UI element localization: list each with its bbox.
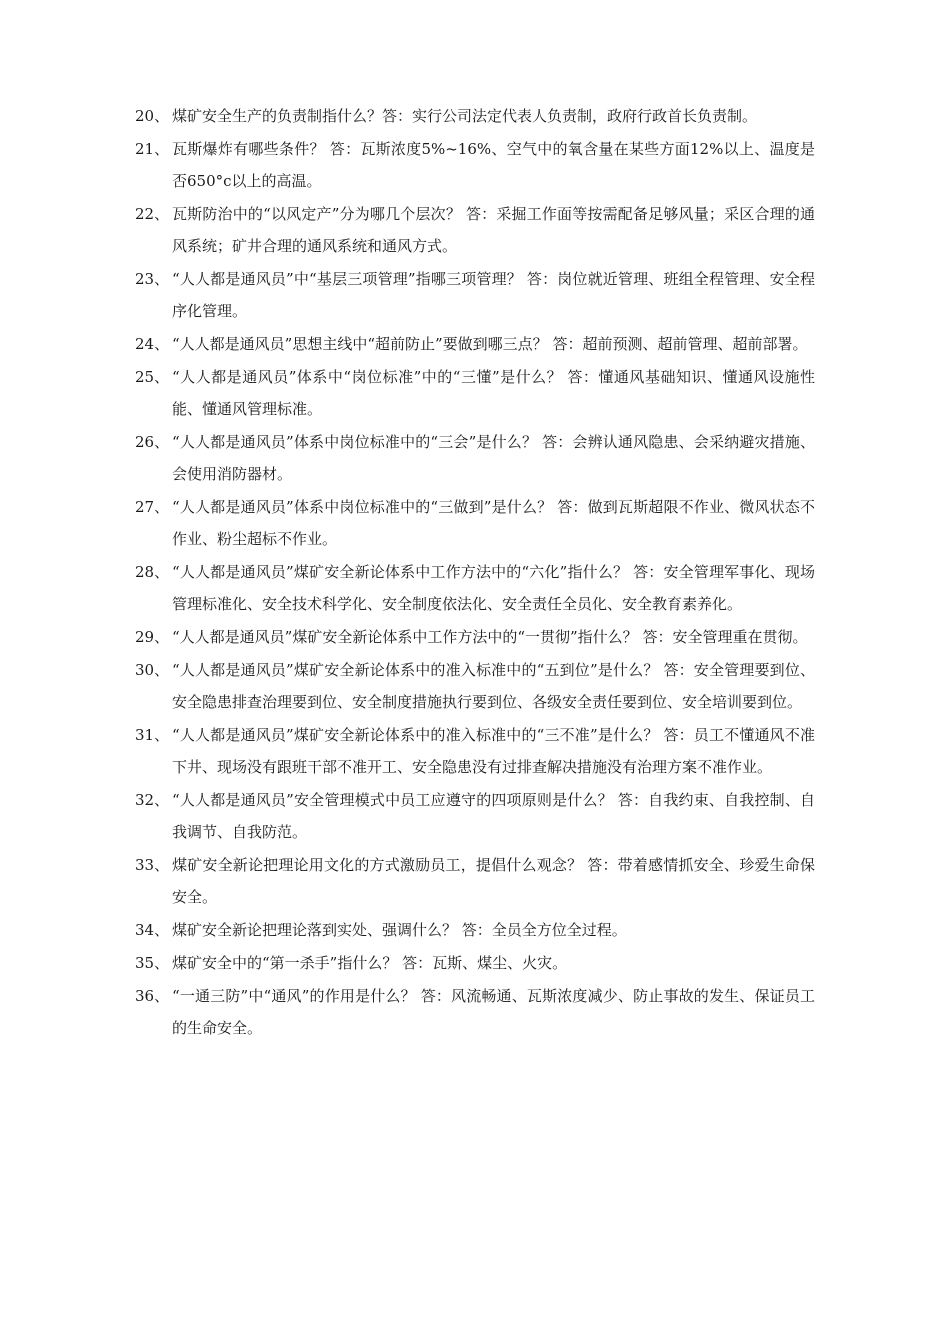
item-text: “人人都是通风员”中“基层三项管理”指哪三项管理？ 答：岗位就近管理、班组全程管理、安全程序化管理。 — [172, 270, 815, 320]
qa-item-23 — [135, 263, 815, 327]
item-text: “人人都是通风员”煤矿安全新论体系中工作方法中的“一贯彻”指什么？ 答：安全管理重在贯彻。 — [172, 628, 808, 646]
item-text: 瓦斯防治中的“以风定产”分为哪几个层次？ 答：采掘工作面等按需配备足够风量；采区合理的通风系统；矿井合理的通风系统和通风方式。 — [172, 205, 815, 255]
item-number: 27、 — [135, 498, 170, 516]
item-number: 32、 — [135, 791, 170, 809]
item-text: “人人都是通风员”煤矿安全新论体系中的准入标准中的“五到位”是什么？ 答：安全管理要到位、安全隐患排查治理要到位、安全制度措施执行要到位、各级安全责任要到位、安全培训要到位。 — [172, 661, 815, 711]
item-text: 煤矿安全中的“第一杀手”指什么？ 答：瓦斯、煤尘、火灾。 — [172, 954, 568, 972]
item-number: 26、 — [135, 433, 170, 451]
item-number: 22、 — [135, 205, 170, 223]
item-text: “人人都是通风员”煤矿安全新论体系中工作方法中的“六化”指什么？ 答：安全管理军事化、现场管理标准化、安全技术科学化、安全制度依法化、安全责任全员化、安全教育素养化。 — [172, 563, 815, 613]
item-text: 瓦斯爆炸有哪些条件？ 答：瓦斯浓度5%~16%、空气中的氧含量在某些方面12%以上、温度是否650°c以上的高温。 — [172, 140, 815, 190]
qa-item-25 — [135, 361, 815, 425]
item-text: “人人都是通风员”体系中“岗位标准”中的“三懂”是什么？ 答：懂通风基础知识、懂通风设施性能、懂通风管理标准。 — [172, 368, 815, 418]
item-number: 33、 — [135, 856, 170, 874]
item-text: “一通三防”中“通风”的作用是什么？ 答：风流畅通、瓦斯浓度减少、防止事故的发生、保证员工的生命安全。 — [172, 987, 815, 1037]
item-text: “人人都是通风员”思想主线中“超前防止”要做到哪三点？ 答：超前预测、超前管理、超前部署。 — [172, 335, 808, 353]
item-number: 25、 — [135, 368, 170, 386]
item-text: “人人都是通风员”煤矿安全新论体系中的准入标准中的“三不准”是什么？ 答：员工不懂通风不准下井、现场没有跟班干部不准开工、安全隐患没有过排查解决措施没有治理方案不准作业。 — [172, 726, 815, 776]
qa-item-34 — [135, 914, 815, 946]
item-number: 36、 — [135, 987, 170, 1005]
item-number: 24、 — [135, 335, 170, 353]
item-number: 35、 — [135, 954, 170, 972]
qa-item-26 — [135, 426, 815, 490]
qa-item-32 — [135, 784, 815, 848]
qa-item-27 — [135, 491, 815, 555]
item-text: “人人都是通风员”体系中岗位标准中的“三会”是什么？ 答：会辨认通风隐患、会采纳避灾措施、会使用消防器材。 — [172, 433, 815, 483]
item-number: 20、 — [135, 107, 170, 125]
item-text: 煤矿安全新论把理论用文化的方式激励员工，提倡什么观念？ 答：带着感情抓安全、珍爱生命保安全。 — [172, 856, 815, 906]
item-number: 28、 — [135, 563, 170, 581]
qa-item-28 — [135, 556, 815, 620]
question-answer-list — [135, 100, 815, 1045]
item-text: 煤矿安全新论把理论落到实处、强调什么？ 答：全员全方位全过程。 — [172, 921, 627, 939]
item-number: 30、 — [135, 661, 170, 679]
item-number: 29、 — [135, 628, 170, 646]
qa-item-35 — [135, 947, 815, 979]
qa-item-30 — [135, 654, 815, 718]
qa-item-24 — [135, 328, 815, 360]
item-text: 煤矿安全生产的负责制指什么？答：实行公司法定代表人负责制，政府行政首长负责制。 — [172, 107, 758, 125]
item-number: 34、 — [135, 921, 170, 939]
qa-item-21 — [135, 133, 815, 197]
qa-item-36 — [135, 980, 815, 1044]
qa-item-22 — [135, 198, 815, 262]
item-number: 31、 — [135, 726, 170, 744]
qa-item-29 — [135, 621, 815, 653]
qa-item-31 — [135, 719, 815, 783]
item-number: 21、 — [135, 140, 170, 158]
item-text: “人人都是通风员”体系中岗位标准中的“三做到”是什么？ 答：做到瓦斯超限不作业、微风状态不作业、粉尘超标不作业。 — [172, 498, 815, 548]
item-text: “人人都是通风员”安全管理模式中员工应遵守的四项原则是什么？ 答：自我约束、自我控制、自我调节、自我防范。 — [172, 791, 815, 841]
qa-item-20 — [135, 100, 815, 132]
item-number: 23、 — [135, 270, 170, 288]
qa-item-33 — [135, 849, 815, 913]
